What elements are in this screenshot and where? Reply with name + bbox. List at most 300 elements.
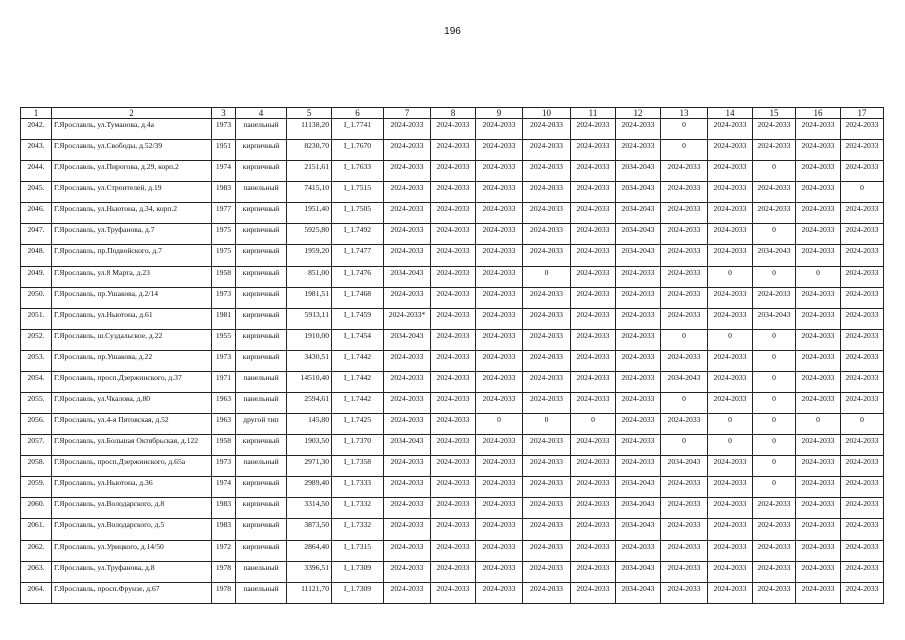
table-cell-col-2: Г.Ярославль, ш.Суздальское, д.22 [52, 329, 212, 350]
table-cell-col-6: I_1.7370 [332, 435, 384, 456]
table-cell-col-8: 2024-2033 [431, 245, 476, 266]
table-row [21, 245, 884, 266]
table-cell-col-1: 2054. [21, 371, 52, 392]
table-cell-col-14: 2024-2033 [708, 561, 753, 582]
table-cell-col-3: 1978 [212, 582, 236, 603]
table-cell-col-15: 0 [753, 371, 796, 392]
table-cell-col-14: 2024-2033 [708, 582, 753, 603]
table-cell-col-17: 2024-2033 [841, 519, 884, 540]
table-cell-col-4: панельный [236, 119, 287, 140]
table-cell-col-14: 2024-2033 [708, 456, 753, 477]
table-cell-col-15: 2024-2033 [753, 519, 796, 540]
table-cell-col-7: 2024-2033 [384, 203, 431, 224]
table-cell-col-7: 2024-2033 [384, 498, 431, 519]
table-cell-col-1: 2055. [21, 393, 52, 414]
table-cell-col-15: 0 [753, 224, 796, 245]
table-cell-col-15: 2024-2033 [753, 561, 796, 582]
table-cell-col-12: 2034-2043 [616, 582, 661, 603]
table-cell-col-10: 2024-2033 [523, 287, 571, 308]
table-cell-col-16: 2024-2033 [796, 350, 841, 371]
table-cell-col-13: 2034-2043 [661, 456, 708, 477]
table-cell-col-5: 3430,51 [287, 350, 332, 371]
table-cell-col-4: кирпичный [236, 519, 287, 540]
table-cell-col-1: 2042. [21, 119, 52, 140]
table-cell-col-6: I_1.7454 [332, 329, 384, 350]
table-cell-col-2: Г.Ярославль, ул.Труфанова, д.7 [52, 224, 212, 245]
table-cell-col-12: 2034-2043 [616, 477, 661, 498]
table-cell-col-6: I_1.7459 [332, 308, 384, 329]
table-cell-col-7: 2024-2033 [384, 350, 431, 371]
table-cell-col-16: 2024-2033 [796, 119, 841, 140]
table-cell-col-8: 2024-2033 [431, 519, 476, 540]
table-cell-col-7: 2024-2033 [384, 561, 431, 582]
table-cell-col-12: 2034-2043 [616, 203, 661, 224]
table-cell-col-14: 2024-2033 [708, 308, 753, 329]
column-number-row [21, 108, 884, 119]
table-cell-col-11: 2024-2033 [571, 203, 616, 224]
table-cell-col-1: 2063. [21, 561, 52, 582]
table-cell-col-6: I_1.7476 [332, 266, 384, 287]
table-cell-col-13: 2024-2033 [661, 182, 708, 203]
table-cell-col-13: 2024-2033 [661, 477, 708, 498]
column-header-4: 4 [236, 108, 287, 119]
table-cell-col-2: Г.Ярославль, просп.Дзержинского, д.37 [52, 371, 212, 392]
column-header-2: 2 [52, 108, 212, 119]
table-cell-col-4: кирпичный [236, 266, 287, 287]
column-header-11: 11 [571, 108, 616, 119]
table-cell-col-4: кирпичный [236, 435, 287, 456]
table-cell-col-16: 2024-2033 [796, 161, 841, 182]
table-cell-col-8: 2024-2033 [431, 435, 476, 456]
table-cell-col-2: Г.Ярославль, ул.Ньютона, д.34, корп.2 [52, 203, 212, 224]
table-cell-col-14: 2024-2033 [708, 140, 753, 161]
table-row [21, 519, 884, 540]
table-cell-col-16: 2024-2033 [796, 329, 841, 350]
table-cell-col-17: 2024-2033 [841, 582, 884, 603]
table-row [21, 540, 884, 561]
table-cell-col-9: 2024-2033 [476, 266, 523, 287]
table-cell-col-1: 2052. [21, 329, 52, 350]
column-header-5: 5 [287, 108, 332, 119]
table-cell-col-7: 2024-2033 [384, 371, 431, 392]
column-header-16: 16 [796, 108, 841, 119]
table-cell-col-6: I_1.7315 [332, 540, 384, 561]
table-cell-col-8: 2024-2033 [431, 561, 476, 582]
table-cell-col-7: 2024-2033 [384, 540, 431, 561]
table-cell-col-5: 145,80 [287, 414, 332, 435]
table-row [21, 140, 884, 161]
table-cell-col-10: 2024-2033 [523, 435, 571, 456]
table-cell-col-17: 2024-2033 [841, 203, 884, 224]
table-cell-col-17: 2024-2033 [841, 245, 884, 266]
table-cell-col-6: I_1.7515 [332, 182, 384, 203]
column-header-9: 9 [476, 108, 523, 119]
table-row [21, 203, 884, 224]
table-cell-col-17: 2024-2033 [841, 540, 884, 561]
table-cell-col-12: 2024-2033 [616, 350, 661, 371]
table-cell-col-5: 2971,30 [287, 456, 332, 477]
table-cell-col-1: 2061. [21, 519, 52, 540]
table-cell-col-12: 2024-2033 [616, 266, 661, 287]
table-cell-col-8: 2024-2033 [431, 371, 476, 392]
table-cell-col-2: Г.Ярославль, ул.Урицкого, д.14/50 [52, 540, 212, 561]
table-cell-col-7: 2024-2033 [384, 477, 431, 498]
table-cell-col-16: 2024-2033 [796, 561, 841, 582]
table-header [21, 108, 884, 119]
table-cell-col-17: 2024-2033 [841, 308, 884, 329]
table-row [21, 161, 884, 182]
table-cell-col-8: 2024-2033 [431, 161, 476, 182]
table-cell-col-12: 2024-2033 [616, 540, 661, 561]
column-header-17: 17 [841, 108, 884, 119]
table-cell-col-7: 2024-2033* [384, 308, 431, 329]
table-row [21, 414, 884, 435]
table-cell-col-14: 0 [708, 435, 753, 456]
housing-registry-table [20, 107, 884, 604]
table-cell-col-15: 0 [753, 393, 796, 414]
table-cell-col-4: панельный [236, 393, 287, 414]
table-cell-col-5: 2989,40 [287, 477, 332, 498]
table-cell-col-14: 2024-2033 [708, 393, 753, 414]
table-cell-col-11: 0 [571, 414, 616, 435]
table-cell-col-13: 2024-2033 [661, 414, 708, 435]
table-cell-col-12: 2024-2033 [616, 140, 661, 161]
column-header-1: 1 [21, 108, 52, 119]
table-cell-col-5: 1951,40 [287, 203, 332, 224]
table-row [21, 393, 884, 414]
table-cell-col-4: панельный [236, 371, 287, 392]
table-cell-col-2: Г.Ярославль, ул.Большая Октябрьская, д.122 [52, 435, 212, 456]
table-cell-col-9: 2024-2033 [476, 245, 523, 266]
table-cell-col-16: 2024-2033 [796, 203, 841, 224]
table-cell-col-12: 2034-2043 [616, 182, 661, 203]
table-cell-col-15: 0 [753, 456, 796, 477]
table-cell-col-6: I_1.7425 [332, 414, 384, 435]
table-cell-col-1: 2044. [21, 161, 52, 182]
table-cell-col-1: 2060. [21, 498, 52, 519]
table-cell-col-4: кирпичный [236, 350, 287, 371]
table-cell-col-14: 0 [708, 266, 753, 287]
table-cell-col-10: 2024-2033 [523, 119, 571, 140]
table-cell-col-13: 2024-2033 [661, 161, 708, 182]
table-cell-col-11: 2024-2033 [571, 561, 616, 582]
table-cell-col-5: 2864,40 [287, 540, 332, 561]
table-cell-col-8: 2024-2033 [431, 329, 476, 350]
table-cell-col-12: 2034-2043 [616, 161, 661, 182]
table-cell-col-3: 1958 [212, 435, 236, 456]
table-cell-col-9: 0 [476, 414, 523, 435]
table-row [21, 224, 884, 245]
table-row [21, 371, 884, 392]
table-row [21, 456, 884, 477]
table-cell-col-17: 2024-2033 [841, 119, 884, 140]
table-cell-col-14: 2024-2033 [708, 119, 753, 140]
table-cell-col-15: 0 [753, 266, 796, 287]
table-cell-col-16: 2024-2033 [796, 498, 841, 519]
table-cell-col-5: 1910,00 [287, 329, 332, 350]
table-cell-col-5: 2594,61 [287, 393, 332, 414]
table-cell-col-9: 2024-2033 [476, 435, 523, 456]
table-cell-col-9: 2024-2033 [476, 393, 523, 414]
table-cell-col-2: Г.Ярославль, пр.Подвойского, д.7 [52, 245, 212, 266]
table-cell-col-17: 2024-2033 [841, 371, 884, 392]
table-cell-col-1: 2048. [21, 245, 52, 266]
table-cell-col-1: 2064. [21, 582, 52, 603]
table-cell-col-3: 1973 [212, 350, 236, 371]
table-cell-col-10: 2024-2033 [523, 561, 571, 582]
table-cell-col-8: 2024-2033 [431, 498, 476, 519]
table-cell-col-16: 2024-2033 [796, 435, 841, 456]
table-cell-col-6: I_1.7633 [332, 161, 384, 182]
table-cell-col-5: 8230,70 [287, 140, 332, 161]
table-row [21, 287, 884, 308]
table-cell-col-3: 1955 [212, 329, 236, 350]
table-cell-col-4: кирпичный [236, 140, 287, 161]
table-cell-col-14: 2024-2033 [708, 498, 753, 519]
table-cell-col-1: 2047. [21, 224, 52, 245]
table-cell-col-1: 2053. [21, 350, 52, 371]
table-cell-col-9: 2024-2033 [476, 224, 523, 245]
table-cell-col-7: 2024-2033 [384, 140, 431, 161]
table-cell-col-11: 2024-2033 [571, 119, 616, 140]
table-cell-col-4: другой тип [236, 414, 287, 435]
table-cell-col-10: 2024-2033 [523, 498, 571, 519]
table-cell-col-2: Г.Ярославль, ул.Ньютона, д.36 [52, 477, 212, 498]
table-cell-col-1: 2062. [21, 540, 52, 561]
table-cell-col-9: 2024-2033 [476, 561, 523, 582]
table-cell-col-13: 2024-2033 [661, 287, 708, 308]
column-header-15: 15 [753, 108, 796, 119]
table-cell-col-9: 2024-2033 [476, 477, 523, 498]
table-cell-col-9: 2024-2033 [476, 371, 523, 392]
table-cell-col-2: Г.Ярославль, ул.8 Марта, д.23 [52, 266, 212, 287]
table-cell-col-10: 2024-2033 [523, 140, 571, 161]
table-cell-col-2: Г.Ярославль, ул.Пирогова, д.29, корп.2 [52, 161, 212, 182]
table-cell-col-12: 2024-2033 [616, 393, 661, 414]
table-cell-col-16: 2024-2033 [796, 582, 841, 603]
table-cell-col-9: 2024-2033 [476, 498, 523, 519]
table-cell-col-17: 2024-2033 [841, 393, 884, 414]
table-cell-col-9: 2024-2033 [476, 161, 523, 182]
table-cell-col-4: панельный [236, 582, 287, 603]
table-cell-col-10: 2024-2033 [523, 582, 571, 603]
table-cell-col-9: 2024-2033 [476, 329, 523, 350]
table-cell-col-8: 2024-2033 [431, 456, 476, 477]
table-cell-col-13: 2024-2033 [661, 350, 708, 371]
table-cell-col-6: I_1.7309 [332, 561, 384, 582]
table-cell-col-17: 2024-2033 [841, 350, 884, 371]
table-cell-col-4: кирпичный [236, 477, 287, 498]
table-cell-col-16: 2024-2033 [796, 287, 841, 308]
column-header-13: 13 [661, 108, 708, 119]
table-cell-col-4: кирпичный [236, 161, 287, 182]
table-cell-col-6: I_1.7477 [332, 245, 384, 266]
table-cell-col-11: 2024-2033 [571, 477, 616, 498]
table-cell-col-11: 2024-2033 [571, 393, 616, 414]
table-cell-col-5: 7415,10 [287, 182, 332, 203]
table-cell-col-3: 1963 [212, 414, 236, 435]
table-cell-col-2: Г.Ярославль, просп.Фрунзе, д.67 [52, 582, 212, 603]
table-cell-col-14: 2024-2033 [708, 203, 753, 224]
table-cell-col-10: 2024-2033 [523, 477, 571, 498]
table-cell-col-10: 2024-2033 [523, 161, 571, 182]
table-cell-col-3: 1975 [212, 245, 236, 266]
table-cell-col-5: 1959,20 [287, 245, 332, 266]
table-cell-col-10: 2024-2033 [523, 540, 571, 561]
table-cell-col-11: 2024-2033 [571, 161, 616, 182]
table-cell-col-9: 2024-2033 [476, 182, 523, 203]
table-cell-col-17: 2024-2033 [841, 161, 884, 182]
table-cell-col-14: 2024-2033 [708, 371, 753, 392]
table-cell-col-11: 2024-2033 [571, 435, 616, 456]
table-cell-col-11: 2024-2033 [571, 308, 616, 329]
table-cell-col-1: 2050. [21, 287, 52, 308]
table-cell-col-17: 2024-2033 [841, 498, 884, 519]
table-cell-col-16: 2024-2033 [796, 393, 841, 414]
table-cell-col-7: 2034-2043 [384, 435, 431, 456]
table-cell-col-8: 2024-2033 [431, 393, 476, 414]
table-cell-col-12: 2024-2033 [616, 119, 661, 140]
table-cell-col-12: 2024-2033 [616, 414, 661, 435]
table-cell-col-8: 2024-2033 [431, 308, 476, 329]
table-cell-col-3: 1978 [212, 561, 236, 582]
column-header-14: 14 [708, 108, 753, 119]
table-cell-col-1: 2057. [21, 435, 52, 456]
table-cell-col-15: 2034-2043 [753, 245, 796, 266]
table-cell-col-13: 2024-2033 [661, 561, 708, 582]
table-cell-col-17: 2024-2033 [841, 435, 884, 456]
table-cell-col-3: 1963 [212, 393, 236, 414]
table-cell-col-10: 2024-2033 [523, 456, 571, 477]
table-cell-col-2: Г.Ярославль, ул.Чкалова, д.80 [52, 393, 212, 414]
table-cell-col-11: 2024-2033 [571, 224, 616, 245]
table-cell-col-11: 2024-2033 [571, 266, 616, 287]
table-cell-col-15: 2024-2033 [753, 287, 796, 308]
table-cell-col-7: 2024-2033 [384, 182, 431, 203]
table-cell-col-8: 2024-2033 [431, 119, 476, 140]
table-cell-col-5: 14510,40 [287, 371, 332, 392]
table-cell-col-7: 2024-2033 [384, 161, 431, 182]
table-cell-col-10: 2024-2033 [523, 308, 571, 329]
table-cell-col-11: 2024-2033 [571, 140, 616, 161]
table-cell-col-11: 2024-2033 [571, 245, 616, 266]
page-number: 196 [444, 26, 461, 37]
table-cell-col-7: 2024-2033 [384, 224, 431, 245]
table-cell-col-7: 2024-2033 [384, 393, 431, 414]
table-cell-col-4: панельный [236, 561, 287, 582]
table-cell-col-13: 2024-2033 [661, 582, 708, 603]
table-cell-col-1: 2058. [21, 456, 52, 477]
table-cell-col-3: 1973 [212, 287, 236, 308]
table-cell-col-7: 2024-2033 [384, 287, 431, 308]
table-row [21, 182, 884, 203]
table-cell-col-15: 0 [753, 477, 796, 498]
table-cell-col-17: 2024-2033 [841, 456, 884, 477]
table-cell-col-6: I_1.7358 [332, 456, 384, 477]
table-cell-col-13: 0 [661, 119, 708, 140]
table-cell-col-13: 2024-2033 [661, 308, 708, 329]
table-cell-col-9: 2024-2033 [476, 350, 523, 371]
table-cell-col-8: 2024-2033 [431, 224, 476, 245]
table-cell-col-9: 2024-2033 [476, 456, 523, 477]
table-cell-col-5: 11138,20 [287, 119, 332, 140]
table-cell-col-7: 2024-2033 [384, 119, 431, 140]
table-cell-col-6: I_1.7468 [332, 287, 384, 308]
table-cell-col-16: 2024-2033 [796, 224, 841, 245]
table-cell-col-11: 2024-2033 [571, 498, 616, 519]
table-cell-col-11: 2024-2033 [571, 371, 616, 392]
table-cell-col-17: 2024-2033 [841, 266, 884, 287]
table-cell-col-15: 2024-2033 [753, 540, 796, 561]
table-cell-col-10: 2024-2033 [523, 182, 571, 203]
table-cell-col-13: 2024-2033 [661, 245, 708, 266]
table-cell-col-15: 0 [753, 350, 796, 371]
table-cell-col-3: 1973 [212, 456, 236, 477]
table-cell-col-15: 2024-2033 [753, 182, 796, 203]
table-cell-col-15: 2024-2033 [753, 203, 796, 224]
table-cell-col-15: 2034-2043 [753, 308, 796, 329]
table-cell-col-7: 2024-2033 [384, 245, 431, 266]
table-cell-col-10: 2024-2033 [523, 350, 571, 371]
table-cell-col-5: 2151,61 [287, 161, 332, 182]
table-cell-col-15: 2024-2033 [753, 140, 796, 161]
table-cell-col-13: 2024-2033 [661, 519, 708, 540]
table-cell-col-15: 0 [753, 435, 796, 456]
table-cell-col-16: 0 [796, 414, 841, 435]
table-cell-col-13: 0 [661, 140, 708, 161]
table-cell-col-13: 0 [661, 329, 708, 350]
table-cell-col-15: 0 [753, 329, 796, 350]
table-cell-col-1: 2051. [21, 308, 52, 329]
table-cell-col-8: 2024-2033 [431, 266, 476, 287]
table-cell-col-10: 0 [523, 414, 571, 435]
table-cell-col-14: 2024-2033 [708, 350, 753, 371]
table-cell-col-5: 3873,50 [287, 519, 332, 540]
table-cell-col-11: 2024-2033 [571, 329, 616, 350]
table-cell-col-8: 2024-2033 [431, 582, 476, 603]
table-cell-col-5: 3396,51 [287, 561, 332, 582]
table-cell-col-9: 2024-2033 [476, 308, 523, 329]
table-cell-col-11: 2024-2033 [571, 350, 616, 371]
table-cell-col-4: кирпичный [236, 224, 287, 245]
table-cell-col-17: 2024-2033 [841, 224, 884, 245]
table-cell-col-12: 2024-2033 [616, 287, 661, 308]
table-cell-col-11: 2024-2033 [571, 582, 616, 603]
table-row [21, 119, 884, 140]
table-cell-col-7: 2024-2033 [384, 519, 431, 540]
table-cell-col-1: 2046. [21, 203, 52, 224]
table-row [21, 477, 884, 498]
table-cell-col-4: панельный [236, 182, 287, 203]
table-cell-col-7: 2024-2033 [384, 456, 431, 477]
table-cell-col-2: Г.Ярославль, ул.4-я Пятовская, д.52 [52, 414, 212, 435]
table-cell-col-15: 2024-2033 [753, 582, 796, 603]
table-cell-col-3: 1977 [212, 203, 236, 224]
table-cell-col-5: 11121,70 [287, 582, 332, 603]
table-cell-col-11: 2024-2033 [571, 540, 616, 561]
table-cell-col-6: I_1.7442 [332, 371, 384, 392]
table-cell-col-1: 2056. [21, 414, 52, 435]
column-header-10: 10 [523, 108, 571, 119]
table-cell-col-13: 2024-2033 [661, 266, 708, 287]
column-header-6: 6 [332, 108, 384, 119]
table-cell-col-10: 2024-2033 [523, 203, 571, 224]
table-cell-col-14: 2024-2033 [708, 287, 753, 308]
table-cell-col-10: 2024-2033 [523, 393, 571, 414]
table-cell-col-12: 2024-2033 [616, 371, 661, 392]
table-cell-col-2: Г.Ярославль, ул.Володарского, д.5 [52, 519, 212, 540]
table-cell-col-3: 1983 [212, 519, 236, 540]
